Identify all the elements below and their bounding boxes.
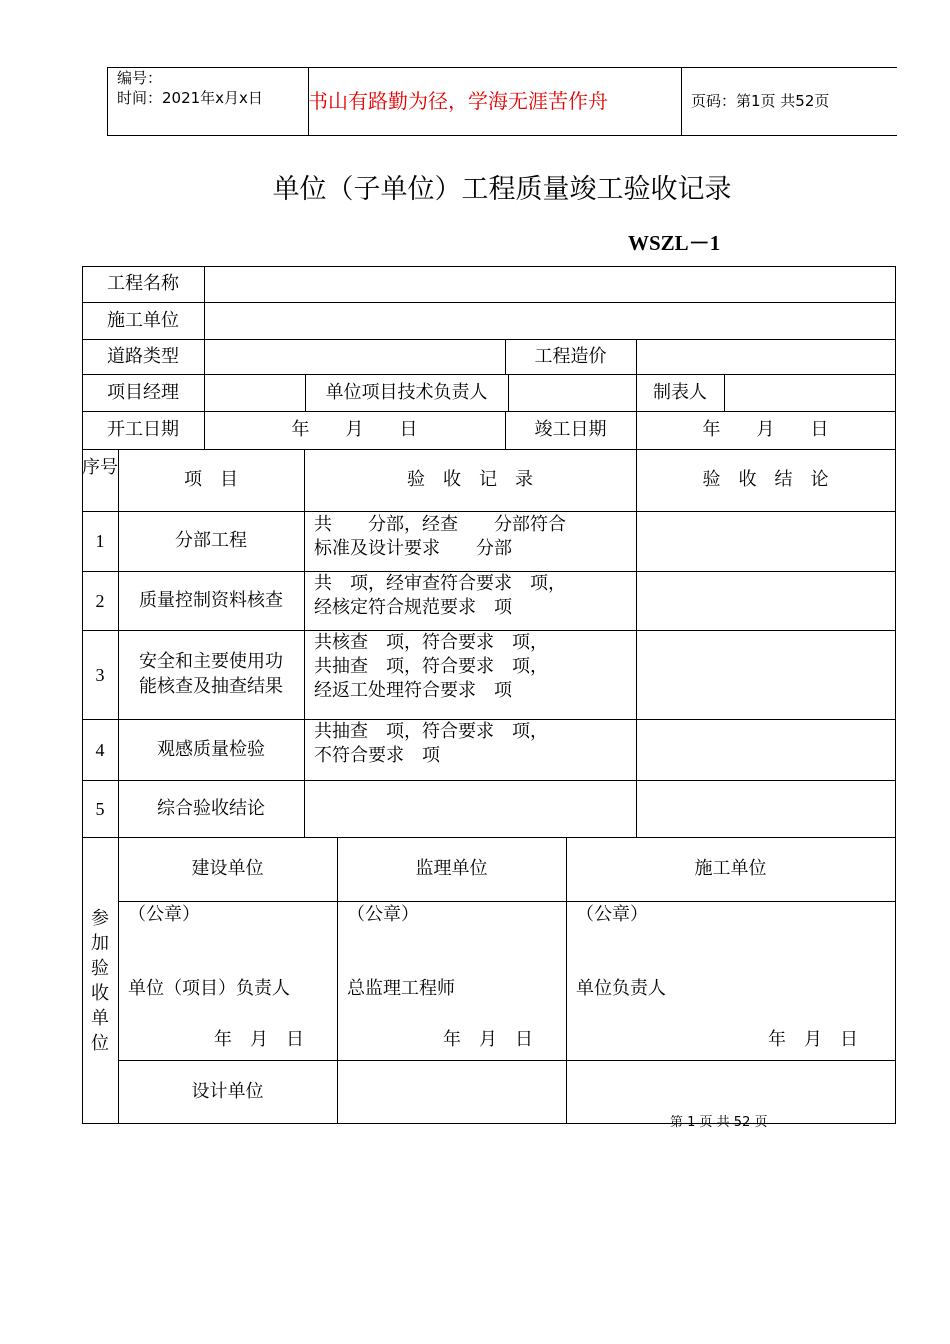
row-record-line: 共抽查 项，符合要求 项， bbox=[314, 656, 548, 677]
row-record-line: 共抽查 项，符合要求 项， bbox=[314, 721, 548, 742]
label-cost: 工程造价 bbox=[534, 346, 607, 367]
header-item: 项 目 bbox=[184, 469, 238, 490]
supervisor-unit-label: 监理单位 bbox=[415, 858, 488, 879]
label-end-date: 竣工日期 bbox=[534, 419, 607, 440]
motto: 书山有路勤为径，学海无涯苦作舟 bbox=[308, 89, 608, 113]
header-record: 验 收 记 录 bbox=[407, 469, 533, 490]
supervisor-signatory: 总监理工程师 bbox=[347, 978, 455, 999]
owner-seal: （公章） bbox=[128, 904, 200, 925]
header-seq: 序号 bbox=[82, 457, 118, 478]
label-manager: 项目经理 bbox=[107, 382, 179, 403]
row-item-name: 分部工程 bbox=[175, 530, 247, 551]
form-code: WSZL－1 bbox=[628, 231, 721, 255]
owner-unit-label: 建设单位 bbox=[191, 858, 264, 879]
page-title: 单位（子单位）工程质量竣工验收记录 bbox=[272, 174, 732, 205]
row-record-line: 标准及设计要求 分部 bbox=[314, 538, 512, 559]
row-record-line: 共 分部，经查 分部符合 bbox=[314, 514, 566, 535]
owner-date: 年 月 日 bbox=[214, 1029, 304, 1050]
supervisor-seal: （公章） bbox=[347, 904, 419, 925]
row-record-line: 不符合要求 项 bbox=[314, 745, 440, 766]
page-footer: 第 1 页 共 52 页 bbox=[670, 1115, 768, 1130]
row-record-line: 共核查 项，符合要求 项， bbox=[314, 632, 548, 653]
number-label: 编号： bbox=[117, 69, 163, 87]
row-no: 2 bbox=[95, 591, 105, 611]
label-project-name: 工程名称 bbox=[107, 273, 179, 294]
row-item-name: 质量控制资料核查 bbox=[139, 590, 283, 611]
designer-unit-label: 设计单位 bbox=[191, 1081, 264, 1102]
row-item-name: 综合验收结论 bbox=[157, 798, 265, 819]
page-info: 页码：第1页 共52页 bbox=[691, 92, 830, 110]
row-no: 1 bbox=[95, 531, 105, 551]
builder-date: 年 月 日 bbox=[768, 1029, 858, 1050]
label-tabulator: 制表人 bbox=[653, 382, 707, 403]
label-start-date: 开工日期 bbox=[107, 419, 179, 440]
row-record-line: 经核定符合规范要求 项 bbox=[314, 597, 512, 618]
time-label: 时间：2021年x月x日 bbox=[117, 89, 263, 107]
label-road-type: 道路类型 bbox=[107, 346, 179, 367]
row-item-name: 能核查及抽查结果 bbox=[139, 676, 283, 697]
participants-side-label: 参 加 验 收 单 位 bbox=[91, 908, 109, 1054]
builder-signatory: 单位负责人 bbox=[576, 978, 666, 999]
owner-signatory: 单位（项目）负责人 bbox=[128, 978, 290, 999]
row-no: 5 bbox=[95, 799, 105, 819]
row-record-line: 共 项，经审查符合要求 项， bbox=[314, 573, 566, 594]
supervisor-date: 年 月 日 bbox=[443, 1029, 533, 1050]
builder-seal: （公章） bbox=[576, 904, 648, 925]
label-tech-lead: 单位项目技术负责人 bbox=[325, 382, 488, 403]
builder-unit-label: 施工单位 bbox=[694, 858, 767, 879]
row-item-name: 观感质量检验 bbox=[157, 739, 265, 760]
row-no: 4 bbox=[95, 740, 105, 760]
header-conclusion: 验 收 结 论 bbox=[702, 469, 829, 490]
label-contractor: 施工单位 bbox=[107, 310, 179, 331]
row-record-line: 经返工处理符合要求 项 bbox=[314, 680, 512, 701]
row-item-name: 安全和主要使用功 bbox=[139, 651, 283, 672]
end-date-value: 年 月 日 bbox=[702, 419, 829, 440]
row-no: 3 bbox=[95, 665, 105, 685]
start-date-value: 年 月 日 bbox=[291, 419, 418, 440]
